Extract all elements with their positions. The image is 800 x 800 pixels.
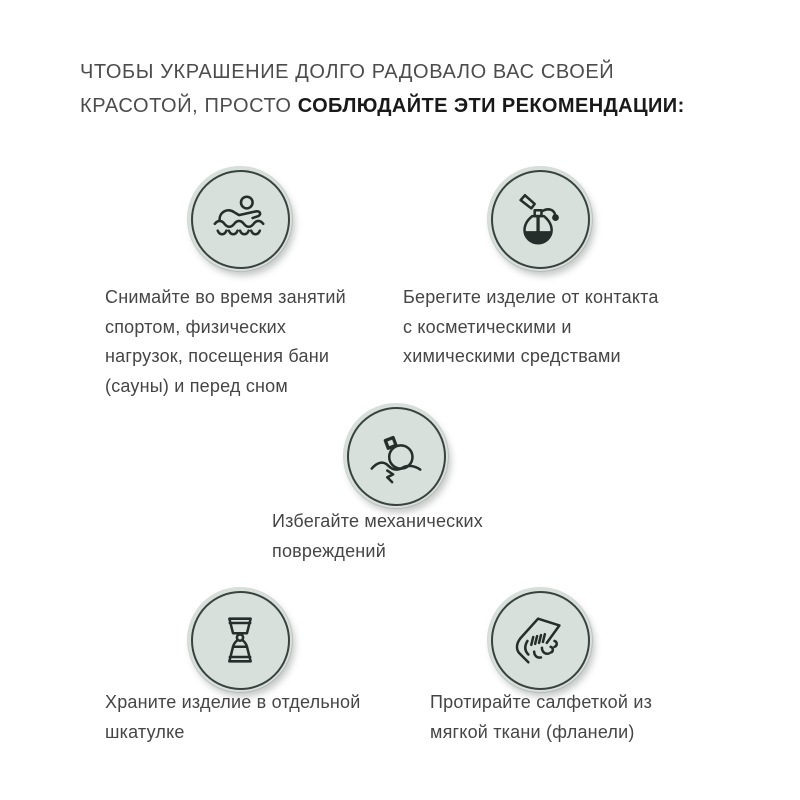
care-tip-text-sport: Снимайте во время занятий спортом, физических нагрузок, посещения бани (сауны) и перед сном	[105, 287, 346, 396]
perfume-atomizer-icon	[488, 167, 592, 271]
care-tip-text-polishing: Протирайте салфеткой из мягкой ткани (фланели)	[430, 692, 653, 742]
page-title	[80, 55, 770, 123]
care-tip-text-storage: Храните изделие в отдельной шкатулке	[105, 692, 361, 742]
care-tip-text-chemicals: Берегите изделие от контакта с косметическими и химическими средствами	[403, 287, 659, 366]
title-line-1: ЧТОБЫ УКРАШЕНИЕ ДОЛГО РАДОВАЛО ВАС СВОЕЙ	[80, 61, 615, 83]
title-line-2-bold: СОБЛЮДАЙТЕ ЭТИ РЕКОМЕНДАЦИИ:	[297, 95, 685, 117]
ring-box-icon	[188, 588, 292, 692]
damaged-ring-icon	[344, 404, 448, 508]
title-line-2-regular: КРАСОТОЙ, ПРОСТО	[80, 95, 292, 117]
care-tip-text-damage: Избегайте механических повреждений	[272, 511, 483, 561]
title-line-2	[80, 89, 770, 123]
swimmer-icon	[188, 167, 292, 271]
polishing-cloth-icon	[488, 588, 592, 692]
